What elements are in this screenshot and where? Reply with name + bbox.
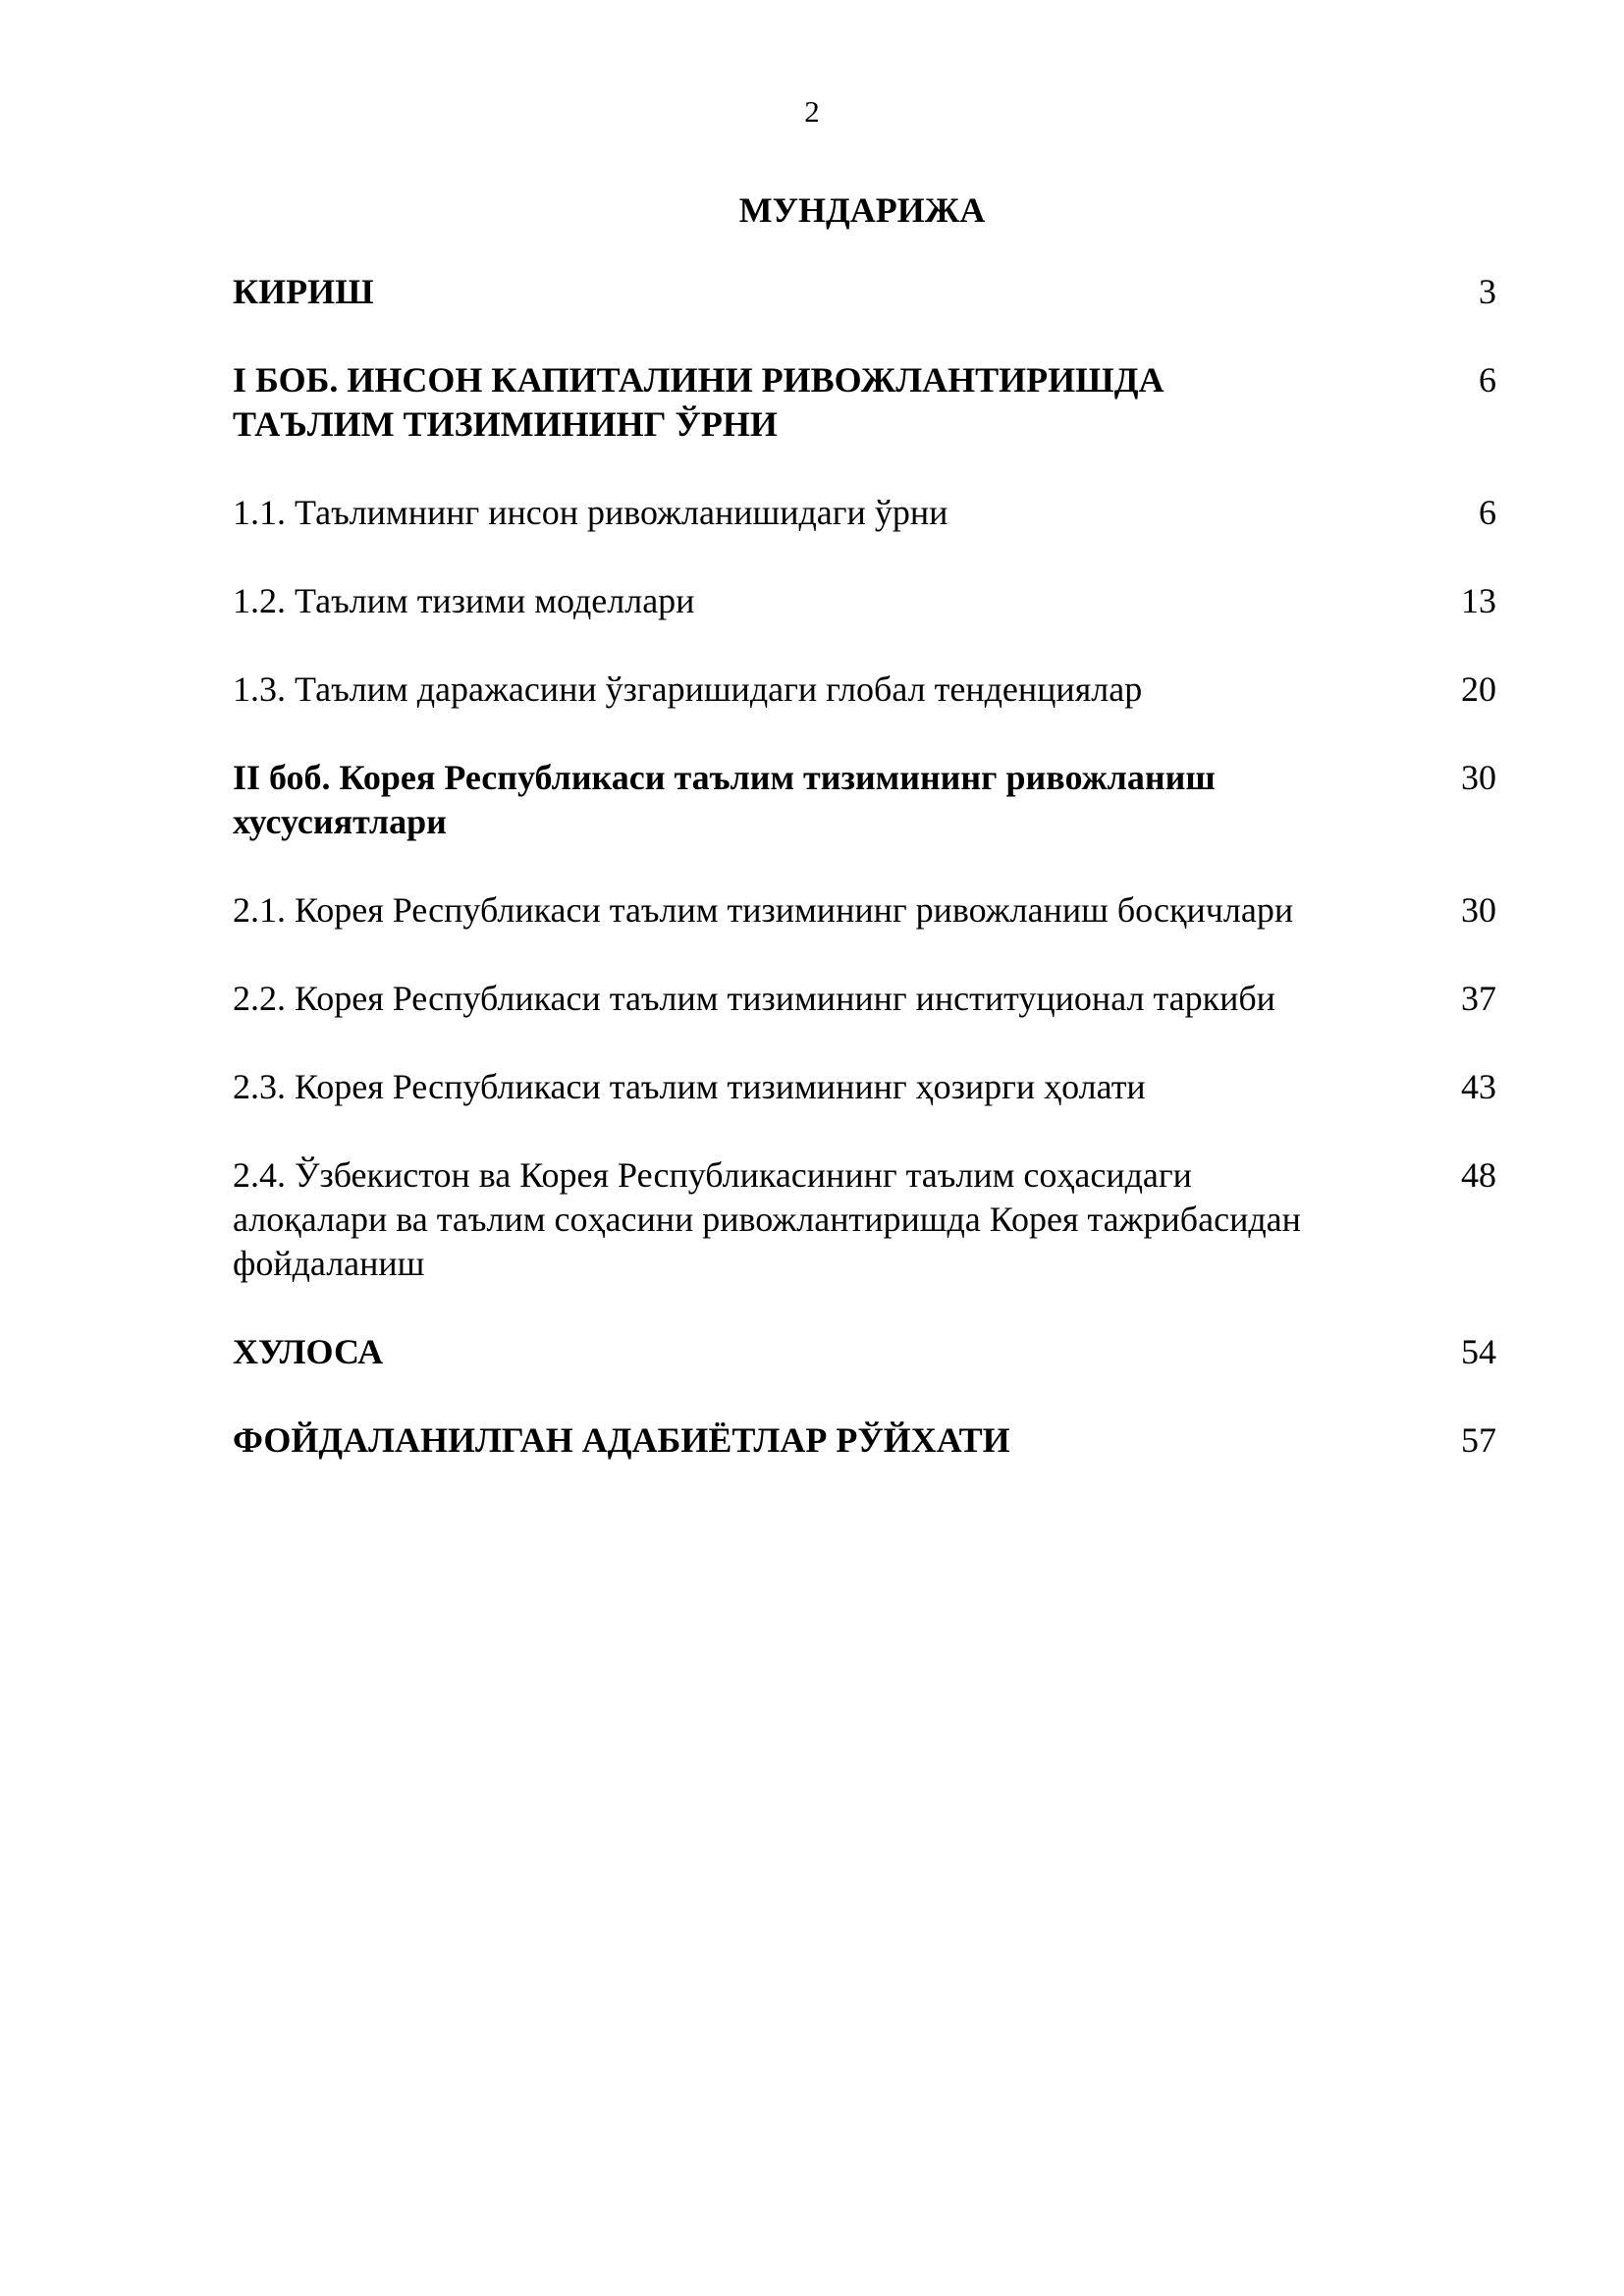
toc-entry-text: 2.1. Корея Республикаси таълим тизимининг ривожланиш босқичлари [233,890,1294,930]
toc-entry-page: 37 [1461,979,1496,1018]
page-title: МУНДАРИЖА [738,190,986,230]
toc-entry-2-1[interactable] [233,888,1496,933]
toc-entry-intro[interactable] [233,270,1496,314]
table-of-contents [233,270,1496,1507]
toc-entry-text: II боб. Корея Республикаси таълим тизимининг ривожланиш хусусиятлари [233,758,1216,841]
toc-entry-text: I БОБ. ИНСОН КАПИТАЛИНИ РИВОЖЛАНТИРИШДА ТАЪЛИМ ТИЗИМИНИНГ ЎРНИ [233,360,1164,444]
toc-entry-text: 2.2. Корея Республикаси таълим тизимининг институционал таркиби [233,979,1275,1018]
page-number: 2 [804,94,820,129]
toc-entry-page: 13 [1461,581,1496,620]
toc-entry-page: 54 [1461,1332,1496,1371]
toc-entry-page: 48 [1461,1155,1496,1195]
toc-entry-chapter-1[interactable] [233,358,1496,447]
toc-entry-1-3[interactable] [233,667,1496,712]
toc-entry-text: ХУЛОСА [233,1332,384,1371]
toc-entry-page: 20 [1461,669,1496,709]
toc-entry-page: 3 [1479,272,1496,311]
toc-entry-page: 6 [1479,360,1496,400]
toc-entry-text: 2.3. Корея Республикаси таълим тизимининг ҳозирги ҳолати [233,1067,1146,1106]
toc-entry-2-4[interactable] [233,1153,1496,1286]
toc-entry-chapter-2[interactable] [233,756,1496,844]
toc-entry-conclusion[interactable] [233,1330,1496,1374]
toc-entry-1-2[interactable] [233,579,1496,623]
toc-entry-text: 2.4. Ўзбекистон ва Корея Республикасининг таълим соҳасидаги алоқалари ва таълим соҳасини ривожлантиришда Корея тажрибасидан фойдаланиш [233,1155,1301,1283]
toc-entry-page: 57 [1461,1420,1496,1460]
toc-entry-text: 1.3. Таълим даражасини ўзгаришидаги глобал тенденциялар [233,669,1143,709]
toc-entry-references[interactable] [233,1418,1496,1463]
toc-entry-2-2[interactable] [233,977,1496,1021]
toc-entry-page: 30 [1461,890,1496,930]
toc-entry-2-3[interactable] [233,1065,1496,1109]
toc-entry-text: ФОЙДАЛАНИЛГАН АДАБИЁТЛАР РЎЙХАТИ [233,1420,1010,1460]
toc-entry-page: 43 [1461,1067,1496,1106]
toc-entry-text: 1.1. Таълимнинг инсон ривожланишидаги ўрни [233,493,948,532]
toc-entry-text: 1.2. Таълим тизими моделлари [233,581,695,620]
toc-entry-page: 30 [1461,758,1496,797]
toc-entry-page: 6 [1479,493,1496,532]
toc-entry-1-1[interactable] [233,491,1496,535]
toc-entry-text: КИРИШ [233,272,374,311]
